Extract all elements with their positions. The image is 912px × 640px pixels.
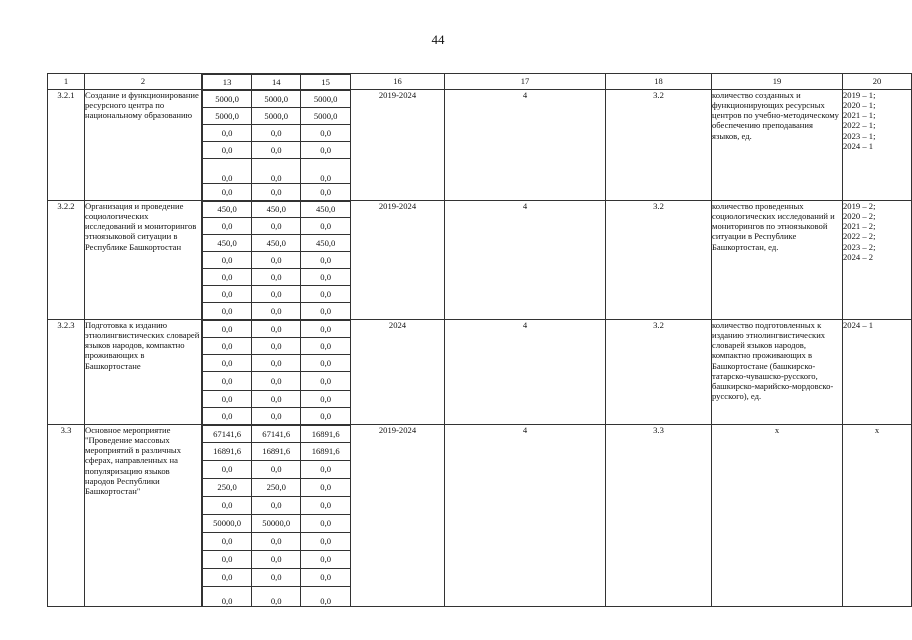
funding-line xyxy=(203,461,351,479)
funding-value: 0,0 xyxy=(301,159,350,184)
funding-value: 0,0 xyxy=(252,408,301,425)
funding-value: 0,0 xyxy=(252,497,301,515)
row-period: 2019-2024 xyxy=(351,425,445,607)
row-col18: 3.2 xyxy=(606,320,712,425)
row-code: 3.2.1 xyxy=(48,90,85,201)
row-period: 2019-2024 xyxy=(351,90,445,201)
program-table xyxy=(47,73,912,607)
funding-value: 0,0 xyxy=(203,218,252,235)
funding-value: 0,0 xyxy=(252,286,301,303)
funding-value: 0,0 xyxy=(252,184,301,201)
funding-value: 0,0 xyxy=(301,515,350,533)
funding-value: 0,0 xyxy=(203,184,252,201)
funding-line xyxy=(203,569,351,587)
funding-value: 250,0 xyxy=(252,479,301,497)
funding-line xyxy=(203,321,351,338)
funding-value: 0,0 xyxy=(252,252,301,269)
funding-line xyxy=(203,142,351,159)
funding-value: 0,0 xyxy=(301,372,350,391)
funding-line xyxy=(203,159,351,184)
funding-value: 450,0 xyxy=(252,202,301,218)
row-funding xyxy=(202,320,351,425)
funding-value: 0,0 xyxy=(252,461,301,479)
header-col-15: 15 xyxy=(301,75,350,90)
funding-value: 450,0 xyxy=(203,235,252,252)
row-name: Основное мероприятие "Проведение массовых мероприятий в различных сферах, направленных на популяризацию языков народов Республики Башкортостан" xyxy=(85,425,202,607)
funding-value: 0,0 xyxy=(203,587,252,607)
funding-value: 0,0 xyxy=(301,587,350,607)
funding-value: 16891,6 xyxy=(252,443,301,461)
funding-value: 0,0 xyxy=(203,286,252,303)
funding-value: 0,0 xyxy=(301,408,350,425)
row-indicator: количество подготовленных к изданию этнолингвистических словарей языков народов, компактно проживающих в Башкортостане (башкирско-татарско-чувашско-русского, башкирско-марийско-мордовско-русского), ед. xyxy=(712,320,843,425)
funding-line xyxy=(203,252,351,269)
row-funding xyxy=(202,201,351,320)
funding-line xyxy=(203,355,351,372)
funding-line xyxy=(203,515,351,533)
funding-line xyxy=(203,497,351,515)
funding-value: 450,0 xyxy=(301,202,350,218)
funding-value: 0,0 xyxy=(203,461,252,479)
row-period: 2019-2024 xyxy=(351,201,445,320)
funding-line xyxy=(203,286,351,303)
funding-value: 0,0 xyxy=(301,252,350,269)
funding-value: 0,0 xyxy=(203,551,252,569)
header-nums xyxy=(202,74,350,89)
funding-value: 0,0 xyxy=(301,338,350,355)
funding-line xyxy=(203,426,351,443)
funding-line xyxy=(203,587,351,607)
funding-value: 5000,0 xyxy=(203,108,252,125)
row-col17: 4 xyxy=(445,425,606,607)
funding-value: 0,0 xyxy=(301,533,350,551)
funding-value: 0,0 xyxy=(301,125,350,142)
funding-value: 0,0 xyxy=(203,159,252,184)
funding-line xyxy=(203,91,351,108)
funding-value: 0,0 xyxy=(252,269,301,286)
funding-value: 0,0 xyxy=(203,569,252,587)
funding-subtable xyxy=(202,90,350,200)
funding-value: 5000,0 xyxy=(301,108,350,125)
funding-value: 0,0 xyxy=(301,479,350,497)
funding-value: 0,0 xyxy=(252,218,301,235)
funding-line xyxy=(203,218,351,235)
header-col-13: 13 xyxy=(203,75,252,90)
table-row xyxy=(48,90,912,201)
funding-value: 450,0 xyxy=(252,235,301,252)
funding-value: 0,0 xyxy=(252,303,301,320)
funding-value: 0,0 xyxy=(252,587,301,607)
funding-value: 0,0 xyxy=(203,497,252,515)
funding-value: 16891,6 xyxy=(301,443,350,461)
funding-line xyxy=(203,533,351,551)
funding-subtable xyxy=(202,425,350,606)
funding-value: 0,0 xyxy=(301,569,350,587)
row-code: 3.2.2 xyxy=(48,201,85,320)
funding-line xyxy=(203,235,351,252)
row-name: Создание и функционирование ресурсного центра по национальному образованию xyxy=(85,90,202,201)
funding-value: 0,0 xyxy=(252,338,301,355)
row-col17: 4 xyxy=(445,320,606,425)
header-col-2: 2 xyxy=(85,74,202,90)
row-col17: 4 xyxy=(445,90,606,201)
funding-value: 0,0 xyxy=(252,372,301,391)
header-col-1: 1 xyxy=(48,74,85,90)
header-col-20: 20 xyxy=(843,74,912,90)
funding-value: 450,0 xyxy=(301,235,350,252)
row-years: 2019 – 2; 2020 – 2; 2021 – 2; 2022 – 2; 2023 – 2; 2024 – 2 xyxy=(843,201,912,320)
row-indicator: x xyxy=(712,425,843,607)
table-row xyxy=(48,320,912,425)
funding-line xyxy=(203,551,351,569)
funding-line xyxy=(203,184,351,201)
funding-value: 0,0 xyxy=(301,286,350,303)
row-funding xyxy=(202,425,351,607)
funding-line xyxy=(203,443,351,461)
funding-value: 0,0 xyxy=(252,569,301,587)
funding-value: 0,0 xyxy=(301,269,350,286)
funding-value: 0,0 xyxy=(301,142,350,159)
header-col-14: 14 xyxy=(252,75,301,90)
funding-value: 0,0 xyxy=(301,218,350,235)
funding-value: 0,0 xyxy=(301,551,350,569)
row-indicator: количество проведенных социологических исследований и мониторингов по этноязыковой ситуации в Республике Башкортостан, ед. xyxy=(712,201,843,320)
funding-value: 450,0 xyxy=(203,202,252,218)
row-code: 3.2.3 xyxy=(48,320,85,425)
funding-value: 0,0 xyxy=(203,142,252,159)
funding-value: 0,0 xyxy=(203,355,252,372)
row-col18: 3.2 xyxy=(606,90,712,201)
funding-line xyxy=(203,372,351,391)
funding-value: 0,0 xyxy=(203,338,252,355)
funding-value: 5000,0 xyxy=(203,91,252,108)
funding-value: 67141,6 xyxy=(252,426,301,443)
funding-value: 0,0 xyxy=(301,355,350,372)
row-years: 2024 – 1 xyxy=(843,320,912,425)
table-row xyxy=(48,201,912,320)
row-col17: 4 xyxy=(445,201,606,320)
funding-value: 50000,0 xyxy=(252,515,301,533)
funding-line xyxy=(203,125,351,142)
funding-value: 16891,6 xyxy=(301,426,350,443)
funding-value: 67141,6 xyxy=(203,426,252,443)
funding-line xyxy=(203,408,351,425)
row-indicator: количество созданных и функционирующих ресурсных центров по учебно-методическому обеспечению преподавания языков, ед. xyxy=(712,90,843,201)
funding-value: 0,0 xyxy=(252,551,301,569)
row-col18: 3.2 xyxy=(606,201,712,320)
funding-value: 16891,6 xyxy=(203,443,252,461)
funding-value: 5000,0 xyxy=(301,91,350,108)
funding-value: 0,0 xyxy=(203,303,252,320)
page-number: 44 xyxy=(431,32,445,47)
funding-value: 50000,0 xyxy=(203,515,252,533)
header-col-19: 19 xyxy=(712,74,843,90)
funding-value: 0,0 xyxy=(203,408,252,425)
funding-value: 5000,0 xyxy=(252,91,301,108)
funding-value: 0,0 xyxy=(301,184,350,201)
row-name: Организация и проведение социологических исследований и мониторингов этноязыковой ситуации в Республике Башкортостан xyxy=(85,201,202,320)
row-years: 2019 – 1; 2020 – 1; 2021 – 1; 2022 – 1; 2023 – 1; 2024 – 1 xyxy=(843,90,912,201)
funding-value: 0,0 xyxy=(301,497,350,515)
funding-value: 0,0 xyxy=(252,355,301,372)
funding-value: 0,0 xyxy=(203,321,252,338)
funding-line xyxy=(203,303,351,320)
funding-value: 250,0 xyxy=(203,479,252,497)
funding-value: 0,0 xyxy=(203,125,252,142)
funding-value: 0,0 xyxy=(252,533,301,551)
funding-line xyxy=(203,338,351,355)
funding-value: 0,0 xyxy=(203,252,252,269)
table-row xyxy=(48,425,912,607)
row-funding xyxy=(202,90,351,201)
funding-line xyxy=(203,202,351,218)
funding-value: 0,0 xyxy=(203,372,252,391)
funding-line xyxy=(203,391,351,408)
funding-value: 0,0 xyxy=(252,159,301,184)
funding-value: 0,0 xyxy=(301,321,350,338)
row-code: 3.3 xyxy=(48,425,85,607)
funding-value: 0,0 xyxy=(252,142,301,159)
funding-value: 0,0 xyxy=(301,391,350,408)
row-name: Подготовка к изданию этнолингвистических словарей языков народов, компактно проживающих в Башкортостане xyxy=(85,320,202,425)
funding-value: 0,0 xyxy=(301,461,350,479)
funding-line xyxy=(203,108,351,125)
row-col18: 3.3 xyxy=(606,425,712,607)
header-row xyxy=(48,74,912,90)
funding-subtable xyxy=(202,201,350,319)
funding-line xyxy=(203,479,351,497)
funding-value: 0,0 xyxy=(203,269,252,286)
funding-value: 5000,0 xyxy=(252,108,301,125)
funding-value: 0,0 xyxy=(252,125,301,142)
funding-value: 0,0 xyxy=(301,303,350,320)
funding-value: 0,0 xyxy=(203,533,252,551)
header-col-17: 17 xyxy=(445,74,606,90)
row-years: x xyxy=(843,425,912,607)
header-col-18: 18 xyxy=(606,74,712,90)
header-col-16: 16 xyxy=(351,74,445,90)
row-period: 2024 xyxy=(351,320,445,425)
funding-value: 0,0 xyxy=(252,321,301,338)
funding-value: 0,0 xyxy=(203,391,252,408)
funding-value: 0,0 xyxy=(252,391,301,408)
funding-line xyxy=(203,269,351,286)
funding-subtable xyxy=(202,320,350,424)
